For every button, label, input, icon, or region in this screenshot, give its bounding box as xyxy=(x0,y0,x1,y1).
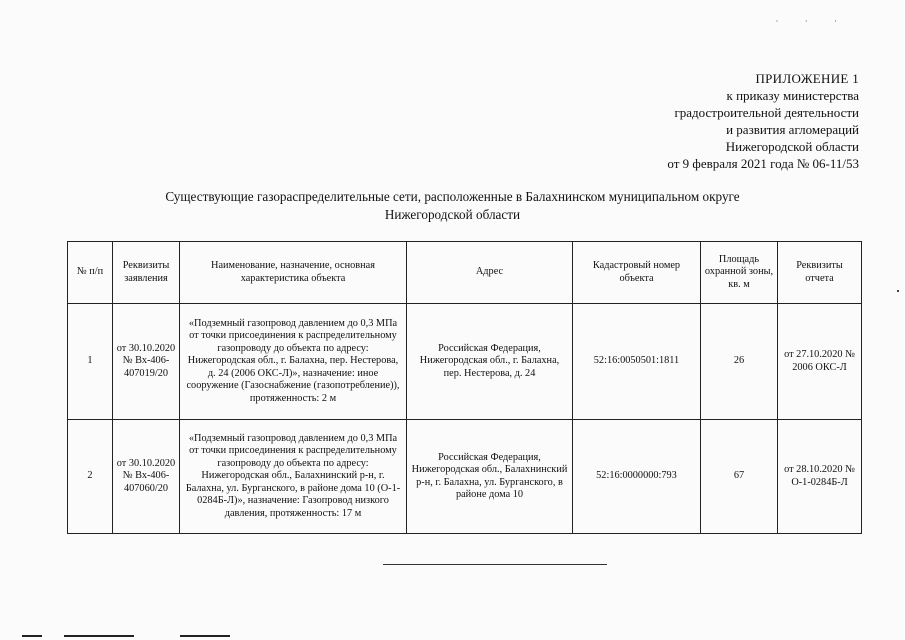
scan-dot xyxy=(897,290,899,292)
object-address: Российская Федерация, Нижегородская обл., г. Балахна, пер. Нестерова, д. 24 xyxy=(407,304,573,420)
application-details: от 30.10.2020 № Вх-406-407060/20 xyxy=(113,420,180,534)
cadastral-number: 52:16:0050501:1811 xyxy=(573,304,701,420)
scan-edge-mark xyxy=(22,635,42,637)
cadastral-number: 52:16:0000000:793 xyxy=(573,420,701,534)
table-row xyxy=(68,420,862,534)
title-line: Существующие газораспределительные сети, расположенные в Балахнинском муниципальном округе xyxy=(165,189,740,204)
appendix-line: и развития агломераций xyxy=(726,122,859,137)
object-description: «Подземный газопровод давлением до 0,3 МПа от точки присоединения к распределительному газопроводу до объекта по адресу: Нижегородская обл., Балахнинский р-н, г. Балахна, ул. Бурганского, в районе дома 10 (О-1-0284Б-Л)», назначение: Газопровод низкого давления, протяженность: 17 м xyxy=(180,420,407,534)
column-header: Реквизиты заявления xyxy=(113,242,180,304)
row-number: 1 xyxy=(68,304,113,420)
document-title xyxy=(0,188,905,224)
appendix-line: Нижегородской области xyxy=(725,139,859,154)
column-header: Площадь охранной зоны, кв. м xyxy=(701,242,778,304)
report-details: от 28.10.2020 № О-1-0284Б-Л xyxy=(778,420,862,534)
row-number: 2 xyxy=(68,420,113,534)
appendix-title: ПРИЛОЖЕНИЕ 1 xyxy=(755,71,859,86)
appendix-line: градостроительной деятельности xyxy=(674,105,859,120)
table-header-row xyxy=(68,242,862,304)
zone-area: 67 xyxy=(701,420,778,534)
application-details: от 30.10.2020 № Вх-406-407019/20 xyxy=(113,304,180,420)
column-header: Адрес xyxy=(407,242,573,304)
end-rule xyxy=(383,564,607,565)
scan-edge-mark xyxy=(180,635,230,637)
scan-edge-mark xyxy=(64,635,134,637)
table-row xyxy=(68,304,862,420)
object-description: «Подземный газопровод давлением до 0,3 МПа от точки присоединения к распределительному газопроводу до объекта по адресу: Нижегородская обл., г. Балахна, пер. Нестерова, д. 24 (2006 ОКС-Л)», назначение: иное сооружение (Газоснабжение (газопотребление)), протяженность: 2 м xyxy=(180,304,407,420)
column-header: Реквизиты отчета xyxy=(778,242,862,304)
column-header: № п/п xyxy=(68,242,113,304)
scan-specks: · · · xyxy=(775,16,849,26)
column-header: Наименование, назначение, основная характеристика объекта xyxy=(180,242,407,304)
zone-area: 26 xyxy=(701,304,778,420)
appendix-header xyxy=(667,70,859,172)
column-header: Кадастровый номер объекта xyxy=(573,242,701,304)
appendix-line: к приказу министерства xyxy=(726,88,859,103)
gas-networks-table xyxy=(67,241,862,534)
object-address: Российская Федерация, Нижегородская обл., Балахнинский р-н, г. Балахна, ул. Бурганского, в районе дома 10 xyxy=(407,420,573,534)
order-date-number: от 9 февраля 2021 года № 06-11/53 xyxy=(667,156,859,171)
title-line: Нижегородской области xyxy=(384,207,521,222)
report-details: от 27.10.2020 № 2006 ОКС-Л xyxy=(778,304,862,420)
